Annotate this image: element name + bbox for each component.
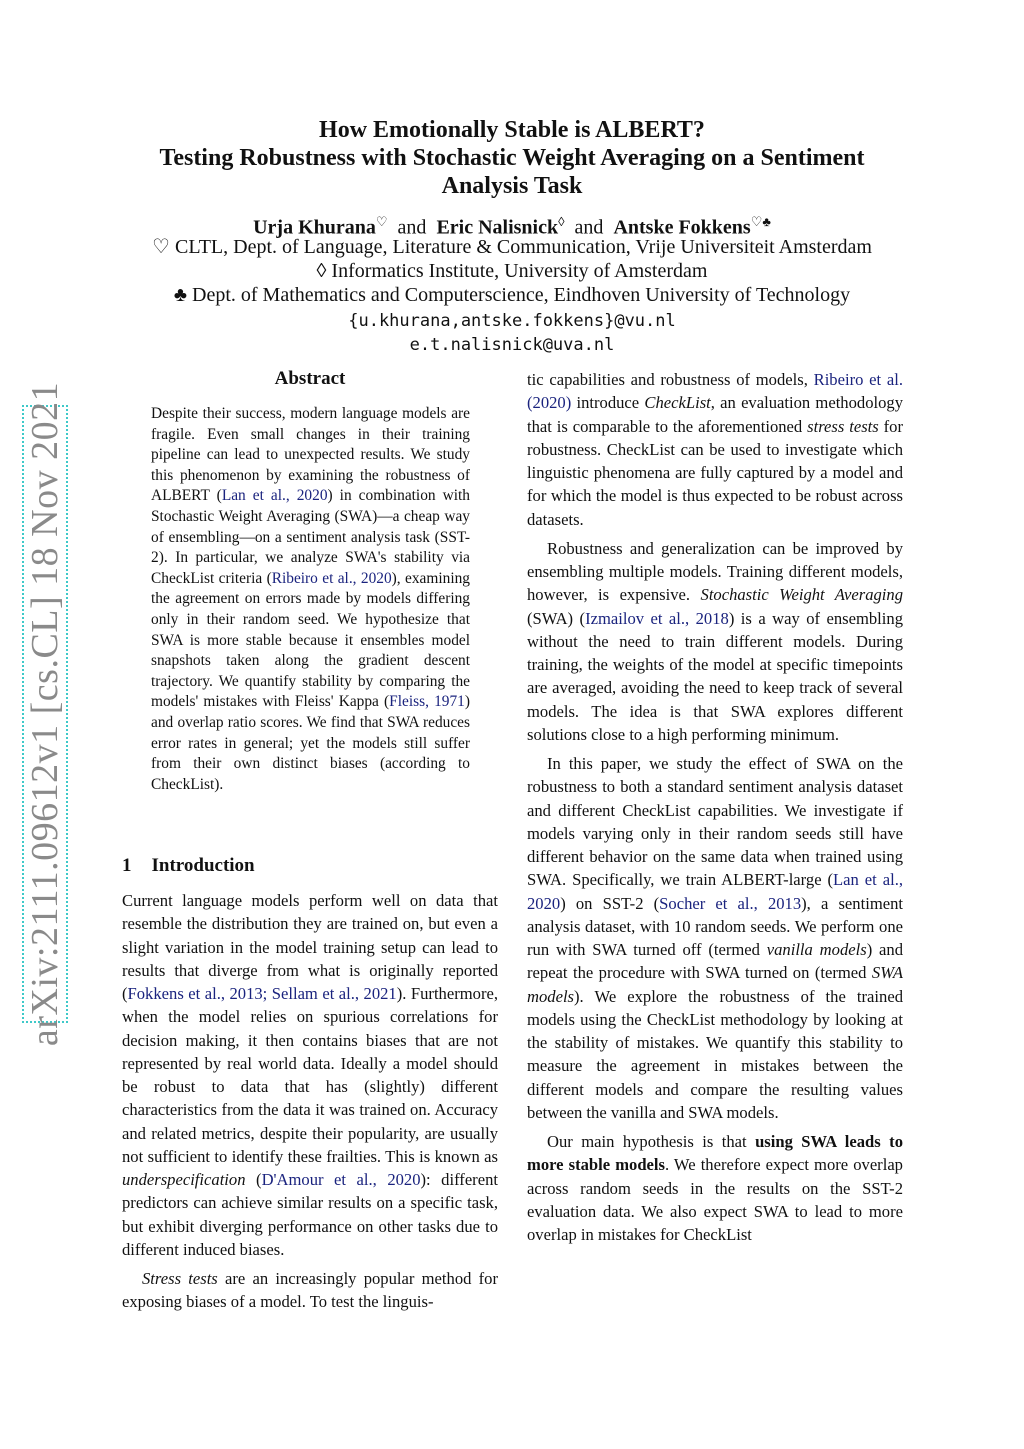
- title-line-3: Analysis Task: [441, 173, 583, 199]
- citation-link[interactable]: Lan et al., 2020: [221, 487, 328, 505]
- author-nalisnick: Eric Nalisnick: [436, 216, 559, 239]
- abstract-body: Despite their success, modern language models are fragile. Even small changes in their training pipeline can lead to unexpected results. We study this phenomenon by examining the robustness of ALBERT (Lan et al., 2020) in combination with Stochastic Weight Averaging (SWA)—a cheap way of ensembling—on a sentiment analysis task (SST-2). In particular, we analyze SWA's stability via CheckList criteria (Ribeiro et al., 2020), examining the agreement on errors made by models differing only in their random seed. We hypothesize that SWA is more stable because it ensembles model snapshots taken along the gradient descent trajectory. We quantify stability by comparing the models' mistakes with Fleiss' Kappa (Fleiss, 1971) and overlap ratio scores. We find that SWA reduces error rates in general; yet the models still suffer from their own distinct biases (according to CheckList).: [151, 405, 470, 793]
- affiliation-cltl: ♡ CLTL, Dept. of Language, Literature & Communication, Vrije Universiteit Amsterdam: [152, 236, 872, 258]
- arxiv-sidebar-stamp: [22, 381, 68, 1047]
- author-mark-3: ♡♣: [750, 214, 771, 229]
- affiliation-ivi: ◊ Informatics Institute, University of Amsterdam: [316, 260, 708, 282]
- title-line-1: How Emotionally Stable is ALBERT?: [319, 117, 705, 143]
- citation-link[interactable]: Izmailov et al., 2018: [585, 608, 729, 628]
- author-khurana: Urja Khurana: [253, 216, 376, 239]
- affiliation-tue: ♣ Dept. of Mathematics and Computerscience, Eindhoven University of Technology: [173, 284, 851, 306]
- abstract-heading: Abstract: [274, 368, 346, 389]
- right-paragraph-1: tic capabilities and robustness of models, Ribeiro et al. (2020) introduce CheckList, an evaluation methodology that is comparable to the aforementioned stress tests for robustness. CheckList can be used to investigate which linguistic phenomena are fully captured by a model and for which the model is thus expected to be robust across datasets.: [527, 370, 904, 529]
- citation-link[interactable]: D'Amour et al., 2020: [261, 1170, 421, 1189]
- section-title: Introduction: [151, 855, 255, 876]
- author-mark-2: ◊: [558, 214, 565, 229]
- citation-link[interactable]: Lan et al., 2020: [527, 870, 904, 913]
- email-uva: e.t.nalisnick@uva.nl: [409, 335, 615, 355]
- section-heading-introduction: [122, 855, 275, 877]
- citation-link[interactable]: Ribeiro et al., 2020: [271, 569, 392, 587]
- arxiv-id: arXiv:2111.09612v1 [cs.CL] 18 Nov 2021: [24, 381, 66, 1047]
- author-mark-1: ♡: [375, 214, 388, 229]
- author-fokkens: Antske Fokkens: [613, 216, 751, 239]
- right-paragraph-3: In this paper, we study the effect of SWA on the robustness to both a standard sentiment analysis dataset and different CheckList capabilities. We investigate if models varying only in their random seeds still have different behavior on the same data when trained using SWA. Specifically, we train ALBERT-large (Lan et al., 2020) on SST-2 (Socher et al., 2013), a sentiment analysis dataset, with 10 random seeds. We perform one run with SWA turned off (termed vanilla models) and repeat the procedure with SWA turned on (termed SWA models). We explore the robustness of the trained models using the CheckList methodology by looking at the stability of mistakes. We quantify this stability to measure the agreement in mistakes between the different models and compare the resulting values between the vanilla and SWA models.: [527, 754, 904, 1122]
- intro-paragraph-1: Current language models perform well on data that resemble the distribution they are trained on, but even a slight variation in the model training setup can lead to results that diverge from what is originally reported (Fokkens et al., 2013; Sellam et al., 2021). Furthermore, when the model relies on spurious correlations for decision making, it then contains biases that are not represented by real world data. Ideally a model should be robust to data that has (slightly) different characteristics from the data it was trained on. Accuracy and related metrics, despite their popularity, are usually not sufficient to identify these frailties. This is known as underspecification (D'Amour et al., 2020): different predictors can achieve similar results on a specific task, but exhibit diverging performance on other tasks due to different induced biases.: [122, 891, 498, 1259]
- email-vu: {u.khurana,antske.fokkens}@vu.nl: [348, 311, 676, 331]
- right-column-text: [527, 368, 903, 1246]
- left-column-text: [122, 889, 498, 1314]
- paper-title: [100, 116, 924, 200]
- citation-link[interactable]: Socher et al., 2013: [659, 893, 802, 913]
- author-conjunction: and: [397, 216, 427, 239]
- citation-link[interactable]: Ribeiro et al. (2020): [527, 370, 904, 413]
- intro-paragraph-2: Stress tests are an increasingly popular method for exposing biases of a model. To test the linguis-: [122, 1269, 498, 1312]
- title-line-2: Testing Robustness with Stochastic Weight Averaging on a Sentiment: [159, 145, 865, 171]
- right-paragraph-4: Our main hypothesis is that using SWA leads to more stable models. We therefore expect more overlap across random seeds in the results on the SST-2 evaluation data. We also expect SWA to lead to more overlap in mistakes for CheckList: [527, 1132, 903, 1244]
- citation-link[interactable]: Fleiss, 1971: [389, 693, 465, 711]
- section-number: 1: [122, 855, 132, 876]
- author-conjunction: and: [574, 216, 604, 239]
- citation-link[interactable]: Fokkens et al., 2013; Sellam et al., 2021: [127, 984, 397, 1003]
- right-paragraph-2: Robustness and generalization can be improved by ensembling multiple models. Training different models, however, is expensive. Stochastic Weight Averaging (SWA) (Izmailov et al., 2018) is a way of ensembling without the need to train different models. During training, the weights of the model at specific timepoints are averaged, avoiding the need to keep track of several models. The idea is that SWA explores different solutions close to a high performing minimum.: [527, 538, 903, 744]
